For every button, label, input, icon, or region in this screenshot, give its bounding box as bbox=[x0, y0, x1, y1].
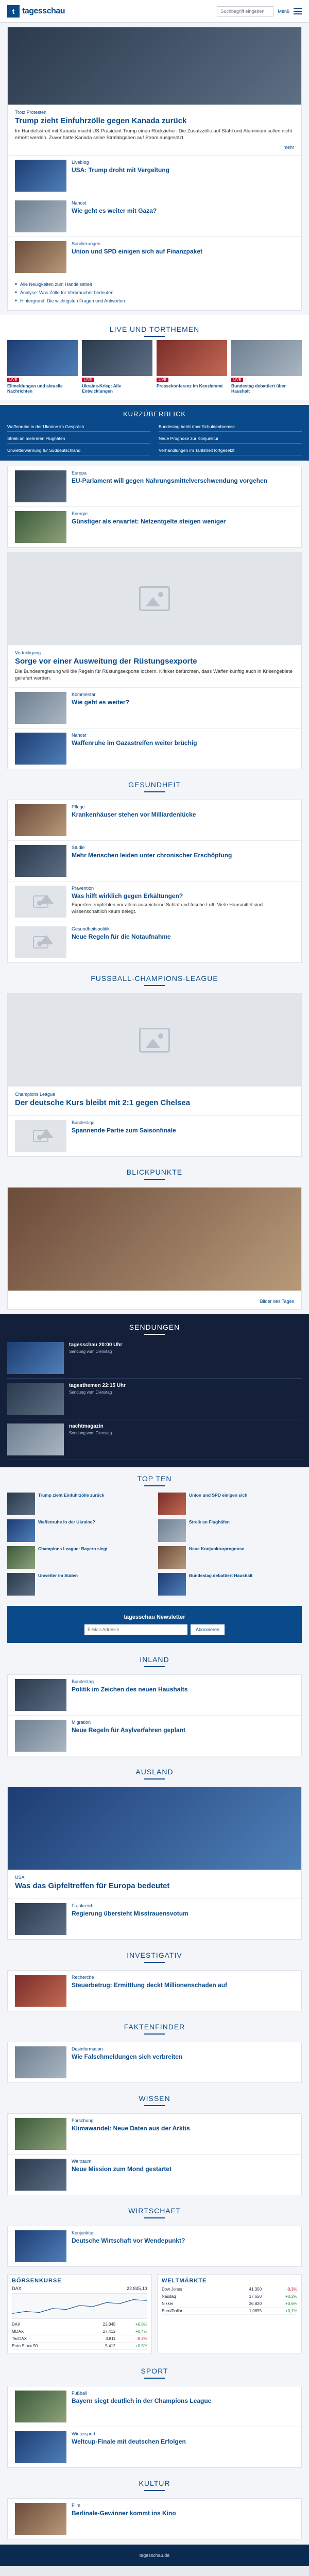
article-image[interactable] bbox=[15, 2503, 66, 2535]
article-dachzeile: Film bbox=[72, 2502, 80, 2508]
topten-title[interactable]: Streik an Flughäfen bbox=[189, 1519, 230, 1524]
list-item[interactable] bbox=[8, 2114, 301, 2154]
article-title[interactable]: EU-Parlament will gegen Nahrungsmittelverschwendung vorgehen bbox=[72, 477, 268, 484]
wissen-section bbox=[7, 2113, 302, 2195]
table-row[interactable] bbox=[12, 2335, 147, 2342]
newsletter-title: tagesschau Newsletter bbox=[124, 1614, 185, 1620]
related-link[interactable]: ■ Analyse: Was Zölle für Verbraucher bedeuten bbox=[15, 289, 294, 297]
article-dachzeile: Bundesliga bbox=[72, 1120, 95, 1125]
article-title[interactable]: Politik im Zeichen des neuen Haushalts bbox=[72, 1685, 188, 1693]
kurzueberblick bbox=[0, 405, 309, 461]
article-dachzeile: Liveblog bbox=[72, 159, 89, 165]
article-dachzeile: Sondierungen bbox=[72, 241, 101, 246]
article-title[interactable]: Klimawandel: Neue Daten aus der Arktis bbox=[72, 2124, 190, 2132]
article-image[interactable] bbox=[15, 692, 66, 724]
row-change: -0,3% bbox=[262, 2286, 297, 2293]
row-value: 3.811 bbox=[81, 2335, 115, 2342]
newsletter-box bbox=[7, 1606, 302, 1643]
sendung-title[interactable]: tagesthemen 22:15 Uhr bbox=[69, 1382, 126, 1388]
image-placeholder-icon bbox=[139, 1028, 170, 1053]
live-image[interactable] bbox=[231, 340, 302, 376]
article-dachzeile: Recherche bbox=[72, 1974, 94, 1980]
topten-image[interactable] bbox=[158, 1519, 186, 1542]
ausland-section bbox=[7, 1787, 302, 1940]
article-image[interactable] bbox=[15, 1975, 66, 2007]
article-large[interactable] bbox=[7, 552, 302, 769]
list-item[interactable] bbox=[8, 1715, 301, 1756]
article-title[interactable]: Der deutsche Kurs bleibt mit 2:1 gegen Chelsea bbox=[15, 1098, 191, 1107]
list-item[interactable] bbox=[8, 2042, 301, 2082]
related-links bbox=[8, 277, 301, 310]
row-name: Nasdaq bbox=[162, 2293, 224, 2300]
article-image[interactable] bbox=[15, 200, 66, 232]
list-item[interactable] bbox=[8, 155, 301, 196]
section-title: SENDUNGEN bbox=[7, 1316, 302, 1338]
topten-item[interactable] bbox=[7, 1546, 151, 1569]
gallery-caption[interactable]: Bilder des Tages bbox=[260, 1298, 294, 1304]
article-teaser: Experten empfehlen vor allem ausreichend Schlaf und frische Luft. Viele Hausmittel sind wissenschaftlich kaum belegt. bbox=[72, 902, 263, 914]
row-value: 36.820 bbox=[224, 2300, 262, 2307]
article-title[interactable]: Günstiger als erwartet: Netzentgelte steigen weniger bbox=[72, 518, 226, 525]
section-title: GESUNDHEIT bbox=[0, 773, 309, 795]
newsletter-email-input[interactable] bbox=[84, 1624, 187, 1635]
sendung-date: Sendung vom Dienstag bbox=[69, 1349, 112, 1354]
live-title[interactable]: Eilmeldungen und aktuelle Nachrichten bbox=[7, 383, 63, 394]
row-name: Euro/Dollar bbox=[162, 2307, 224, 2314]
article-title[interactable]: Weltcup-Finale mit deutschen Erfolgen bbox=[72, 2437, 186, 2445]
section-title: KULTUR bbox=[0, 2472, 309, 2494]
topstory-teaser: Im Handelsstreit mit Kanada macht US-Präsident Trump einen Rückzieher: Die Zusatzzölle auf Stahl und Aluminium sollen nicht erhöht werden. Zuvor hatte Kanada seine Strafabgaben auf Strom ausgesetzt. bbox=[15, 128, 293, 141]
topten-image[interactable] bbox=[7, 1573, 35, 1596]
table-row[interactable] bbox=[12, 2321, 147, 2328]
article-title[interactable]: Neue Regeln für Asylverfahren geplant bbox=[72, 1726, 185, 1734]
topten-item[interactable] bbox=[7, 1493, 151, 1515]
blickpunkte-section[interactable] bbox=[7, 1187, 302, 1310]
article-title[interactable]: Neue Mission zum Mond gestartet bbox=[72, 2165, 172, 2173]
live-badge: LIVE bbox=[157, 378, 168, 382]
sendung-image[interactable] bbox=[7, 1423, 64, 1455]
inland-section bbox=[7, 1674, 302, 1756]
image-placeholder-icon bbox=[33, 895, 48, 908]
kultur-section bbox=[7, 2498, 302, 2539]
article-image[interactable] bbox=[8, 1787, 301, 1870]
article-title[interactable]: Sorge vor einer Ausweitung der Rüstungsexporte bbox=[15, 657, 197, 666]
weltmaerkte-box bbox=[157, 2274, 302, 2353]
list-item[interactable] bbox=[8, 800, 301, 840]
investigativ-section bbox=[7, 1970, 302, 2011]
article-image[interactable] bbox=[15, 1903, 66, 1935]
topten-item[interactable] bbox=[158, 1493, 302, 1515]
article-dachzeile: Verteidigung bbox=[15, 650, 41, 655]
section-title: INLAND bbox=[0, 1648, 309, 1670]
list-item[interactable] bbox=[8, 236, 301, 277]
list-item[interactable] bbox=[8, 728, 301, 769]
index-value: 22.845,13 bbox=[126, 2285, 147, 2291]
wirtschaft-section bbox=[7, 2226, 302, 2267]
article-dachzeile: Prävention bbox=[72, 885, 94, 891]
topten-grid bbox=[0, 1489, 309, 1601]
article-title[interactable]: Union und SPD einigen sich auf Finanzpaket bbox=[72, 247, 203, 255]
sendung-date: Sendung vom Dienstag bbox=[69, 1389, 112, 1395]
article-dachzeile: Kommentar bbox=[72, 691, 96, 697]
logo-mark: t bbox=[7, 5, 20, 18]
sendung-title[interactable]: tagesschau 20:00 Uhr bbox=[69, 1342, 123, 1348]
sendung-item[interactable] bbox=[7, 1379, 302, 1419]
sendung-date: Sendung vom Dienstag bbox=[69, 1430, 112, 1435]
article-dachzeile: Desinformation bbox=[72, 2046, 103, 2052]
topten-title[interactable]: Champions League: Bayern siegt bbox=[38, 1546, 108, 1551]
table-row[interactable] bbox=[162, 2307, 297, 2314]
article-image[interactable] bbox=[15, 2046, 66, 2078]
boersenkurse-box bbox=[7, 2274, 152, 2353]
image-placeholder-icon bbox=[139, 586, 170, 611]
sendung-title[interactable]: nachtmagazin bbox=[69, 1423, 104, 1429]
article-image[interactable] bbox=[15, 804, 66, 836]
article-title[interactable]: Wie geht es weiter mit Gaza? bbox=[72, 207, 157, 214]
section-title: KURZÜBERBLICK bbox=[123, 410, 186, 418]
article-image[interactable] bbox=[15, 2391, 66, 2422]
topten-title[interactable]: Neue Konjunkturprognose bbox=[189, 1546, 245, 1551]
section-title: WELTMÄRKTE bbox=[162, 2277, 207, 2284]
boerse-section bbox=[0, 2271, 309, 2360]
live-image[interactable] bbox=[7, 340, 78, 376]
kurz-item[interactable]: Waffenruhe in der Ukraine im Gespräch bbox=[7, 422, 150, 432]
live-badge: LIVE bbox=[82, 378, 94, 382]
live-tile[interactable] bbox=[231, 340, 302, 394]
article-title[interactable]: Wie Falschmeldungen sich verbreiten bbox=[72, 2053, 183, 2060]
section-title: TOP TEN bbox=[0, 1467, 309, 1489]
list-item[interactable] bbox=[8, 466, 301, 506]
kurz-item[interactable]: Unwetterwarnung für Süddeutschland bbox=[7, 446, 150, 455]
topten-item[interactable] bbox=[158, 1546, 302, 1569]
faktenfinder-section bbox=[7, 2042, 302, 2083]
article-dachzeile: Frankreich bbox=[72, 1903, 94, 1908]
site-header bbox=[0, 0, 309, 23]
live-section bbox=[0, 315, 309, 400]
topten-image[interactable] bbox=[7, 1546, 35, 1569]
row-change: +0,4% bbox=[115, 2328, 147, 2335]
article-dachzeile: Bundestag bbox=[72, 1679, 94, 1684]
section-title: AUSLAND bbox=[0, 1760, 309, 1783]
topstory-image[interactable] bbox=[8, 27, 301, 105]
row-change: +0,8% bbox=[115, 2321, 147, 2328]
article-image[interactable] bbox=[15, 1720, 66, 1752]
topten-item[interactable] bbox=[7, 1519, 151, 1542]
image-placeholder[interactable] bbox=[8, 994, 301, 1087]
live-badge: LIVE bbox=[7, 378, 19, 382]
article-dachzeile: Wintersport bbox=[72, 2431, 96, 2436]
gallery-image[interactable] bbox=[8, 1188, 301, 1291]
section-title: LIVE UND TORTHEMEN bbox=[7, 318, 302, 340]
topten-item[interactable] bbox=[158, 1573, 302, 1596]
logo-text: tagesschau bbox=[22, 6, 65, 15]
article-title[interactable]: Was das Gipfeltreffen für Europa bedeutet bbox=[15, 1881, 170, 1890]
list-item[interactable] bbox=[8, 840, 301, 881]
site-footer bbox=[0, 2545, 309, 2566]
article-dachzeile: Champions League bbox=[15, 1091, 56, 1097]
image-placeholder[interactable] bbox=[8, 552, 301, 645]
related-link[interactable]: ■ Alle Neuigkeiten zum Handelsstreit bbox=[15, 280, 294, 289]
article-dachzeile: Weltraum bbox=[72, 2158, 92, 2164]
topten-title[interactable]: Union und SPD einigen sich bbox=[189, 1492, 248, 1498]
article-dachzeile: Nahost bbox=[72, 732, 87, 738]
table-row[interactable] bbox=[162, 2300, 297, 2307]
article-image[interactable] bbox=[15, 160, 66, 192]
article-image[interactable] bbox=[15, 511, 66, 543]
live-image[interactable] bbox=[157, 340, 227, 376]
list-item[interactable] bbox=[8, 881, 301, 922]
row-value: 17.650 bbox=[224, 2293, 262, 2300]
article-title[interactable]: Neue Regeln für die Notaufnahme bbox=[72, 933, 171, 940]
menu-label[interactable]: Menü bbox=[278, 8, 289, 14]
article-image[interactable] bbox=[15, 2118, 66, 2150]
article-title[interactable]: Spannende Partie zum Saisonfinale bbox=[72, 1126, 176, 1134]
live-title[interactable]: Ukraine-Krieg: Alle Entwicklungen bbox=[82, 383, 122, 394]
article-list bbox=[7, 466, 302, 548]
row-name: DAX bbox=[12, 2321, 81, 2328]
sendung-image[interactable] bbox=[7, 1342, 64, 1374]
article-title[interactable]: Deutsche Wirtschaft vor Wendepunkt? bbox=[72, 2236, 185, 2244]
article-title[interactable]: Waffenruhe im Gazastreifen weiter brüchig bbox=[72, 739, 197, 747]
article-dachzeile: Energie bbox=[72, 511, 88, 516]
row-value: 22.845 bbox=[81, 2321, 115, 2328]
image-placeholder-icon bbox=[33, 936, 48, 948]
live-tile[interactable] bbox=[7, 340, 78, 394]
table-row[interactable] bbox=[12, 2328, 147, 2335]
newsletter-subscribe-button[interactable]: Abonnieren bbox=[191, 1624, 225, 1635]
topstory-dachzeile: Trotz Protesten bbox=[15, 110, 47, 115]
image-placeholder[interactable] bbox=[15, 886, 66, 918]
article-image[interactable] bbox=[15, 845, 66, 877]
article-title[interactable]: Berlinale-Gewinner kommt ins Kino bbox=[72, 2509, 176, 2517]
hamburger-menu-icon[interactable] bbox=[294, 8, 302, 14]
sport-section bbox=[7, 2386, 302, 2468]
article-teaser: Die Bundesregierung will die Regeln für Rüstungsexporte lockern. Kritiker befürchten, dass Waffen künftig auch in Krisengebiete geliefert werden. bbox=[15, 669, 293, 681]
article-dachzeile: Europa bbox=[72, 470, 87, 476]
row-name: Nikkei bbox=[162, 2300, 224, 2307]
sendung-item[interactable] bbox=[7, 1338, 302, 1379]
section-title: BÖRSENKURSE bbox=[12, 2277, 62, 2284]
row-name: Dow Jones bbox=[162, 2286, 224, 2293]
gesundheit-section bbox=[7, 800, 302, 963]
sendung-item[interactable] bbox=[7, 1419, 302, 1460]
list-item[interactable] bbox=[8, 2386, 301, 2427]
article-dachzeile: Fußball bbox=[72, 2390, 88, 2396]
topten-image[interactable] bbox=[7, 1493, 35, 1515]
article-image[interactable] bbox=[15, 470, 66, 502]
topstory-more-link[interactable]: mehr bbox=[283, 144, 294, 150]
list-item[interactable] bbox=[8, 2499, 301, 2539]
kurz-item[interactable]: Streik an mehreren Flughäfen bbox=[7, 434, 150, 444]
article-image[interactable] bbox=[15, 1679, 66, 1711]
section-title: FAKTENFINDER bbox=[0, 2015, 309, 2038]
section-title: BLICKPUNKTE bbox=[0, 1161, 309, 1183]
article-title[interactable]: Bayern siegt deutlich in der Champions League bbox=[72, 2397, 212, 2404]
topten-item[interactable] bbox=[7, 1573, 151, 1596]
topten-title[interactable]: Unwetter im Süden bbox=[38, 1572, 78, 1578]
topten-title[interactable]: Trump zieht Einfuhrzölle zurück bbox=[38, 1492, 105, 1498]
section-title: WISSEN bbox=[0, 2087, 309, 2109]
row-value: 27.412 bbox=[81, 2328, 115, 2335]
article-dachzeile: USA bbox=[15, 1874, 25, 1880]
fussball-section bbox=[7, 993, 302, 1157]
row-change: -0,2% bbox=[115, 2335, 147, 2342]
table-row[interactable] bbox=[162, 2293, 297, 2300]
section-title: FUSSBALL-CHAMPIONS-LEAGUE bbox=[0, 967, 309, 989]
article-image[interactable] bbox=[15, 733, 66, 765]
kurz-item[interactable]: Neue Prognose zur Konjunktur bbox=[159, 434, 302, 444]
list-item[interactable] bbox=[8, 922, 301, 962]
topstory-title[interactable]: Trump zieht Einfuhrzölle gegen Kanada zurück bbox=[15, 116, 187, 125]
row-name: TecDAX bbox=[12, 2335, 81, 2342]
table-row[interactable] bbox=[12, 2342, 147, 2349]
list-item[interactable] bbox=[8, 687, 301, 728]
article-dachzeile: Migration bbox=[72, 1719, 91, 1725]
article-image[interactable] bbox=[15, 241, 66, 273]
related-link[interactable]: ■ Hintergrund: Die wichtigsten Fragen und Antworten bbox=[15, 297, 294, 305]
kurz-item[interactable]: Bundestag berät über Schuldenbremse bbox=[159, 422, 302, 432]
article-dachzeile: Forschung bbox=[72, 2117, 94, 2123]
article-title[interactable]: Mehr Menschen leiden unter chronischer Erschöpfung bbox=[72, 851, 232, 859]
list-item[interactable] bbox=[8, 506, 301, 547]
topten-image[interactable] bbox=[158, 1546, 186, 1569]
article-title[interactable]: Krankenhäuser stehen vor Milliardenlücke bbox=[72, 810, 196, 818]
article-dachzeile: Nahost bbox=[72, 200, 87, 206]
section-title: WIRTSCHAFT bbox=[0, 2199, 309, 2222]
list-item[interactable] bbox=[8, 1675, 301, 1715]
article-title[interactable]: USA: Trump droht mit Vergeltung bbox=[72, 166, 170, 174]
article-image[interactable] bbox=[15, 2431, 66, 2463]
row-value: 41.350 bbox=[224, 2286, 262, 2293]
list-item[interactable] bbox=[8, 1899, 301, 1939]
article-title[interactable]: Was hilft wirklich gegen Erkältungen? bbox=[72, 892, 183, 900]
row-change: +0,2% bbox=[262, 2293, 297, 2300]
row-change: +0,5% bbox=[115, 2342, 147, 2349]
image-placeholder[interactable] bbox=[15, 926, 66, 958]
list-item[interactable] bbox=[8, 2427, 301, 2467]
live-image[interactable] bbox=[82, 340, 152, 376]
image-placeholder[interactable] bbox=[15, 1120, 66, 1152]
table-row[interactable] bbox=[162, 2286, 297, 2293]
list-item[interactable] bbox=[8, 1115, 301, 1156]
article-image[interactable] bbox=[15, 2159, 66, 2191]
section-title: SPORT bbox=[0, 2360, 309, 2382]
article-dachzeile: Gesundheitspolitik bbox=[72, 926, 110, 931]
row-name: MDAX bbox=[12, 2328, 81, 2335]
index-chart bbox=[12, 2293, 147, 2319]
live-title[interactable]: Bundestag debattiert über Haushalt bbox=[231, 383, 286, 394]
list-item[interactable] bbox=[8, 196, 301, 236]
topten-image[interactable] bbox=[158, 1573, 186, 1596]
live-title[interactable]: Pressekonferenz im Kanzleramt bbox=[157, 383, 223, 388]
live-badge: LIVE bbox=[231, 378, 243, 382]
article-title[interactable]: Wie geht es weiter? bbox=[72, 698, 129, 706]
article-image[interactable] bbox=[15, 2230, 66, 2262]
row-change: +0,1% bbox=[262, 2307, 297, 2314]
row-name: Euro Stoxx 50 bbox=[12, 2342, 81, 2349]
topten-title[interactable]: Bundestag debattiert Haushalt bbox=[189, 1572, 253, 1578]
sendungen-section bbox=[0, 1314, 309, 1467]
article-dachzeile: Konjunktur bbox=[72, 2230, 94, 2235]
list-item[interactable] bbox=[8, 2226, 301, 2266]
article-dachzeile: Pflege bbox=[72, 804, 85, 809]
kurz-item[interactable]: Verhandlungen im Tarifstreit fortgesetzt bbox=[159, 446, 302, 455]
image-placeholder-icon bbox=[33, 1130, 48, 1142]
row-value: 1,0895 bbox=[224, 2307, 262, 2314]
list-item[interactable] bbox=[8, 2154, 301, 2195]
topten-item[interactable] bbox=[158, 1519, 302, 1542]
topstory[interactable] bbox=[7, 27, 302, 311]
row-value: 5.412 bbox=[81, 2342, 115, 2349]
index-name: DAX bbox=[12, 2285, 22, 2291]
topten-image[interactable] bbox=[158, 1493, 186, 1515]
topten-image[interactable] bbox=[7, 1519, 35, 1542]
footer-text: tagesschau.de bbox=[139, 2552, 170, 2558]
sendung-image[interactable] bbox=[7, 1383, 64, 1415]
logo[interactable] bbox=[7, 5, 65, 18]
list-item[interactable] bbox=[8, 1971, 301, 2011]
row-change: +0,6% bbox=[262, 2300, 297, 2307]
article-title[interactable]: Steuerbetrug: Ermittlung deckt Millionenschaden auf bbox=[72, 1981, 228, 1989]
article-title[interactable]: Regierung übersteht Misstrauensvotum bbox=[72, 1909, 188, 1917]
topten-title[interactable]: Waffenruhe in der Ukraine? bbox=[38, 1519, 95, 1524]
article-dachzeile: Studie bbox=[72, 844, 85, 850]
live-tile[interactable] bbox=[82, 340, 152, 394]
section-title: INVESTIGATIV bbox=[0, 1944, 309, 1966]
search-input[interactable] bbox=[217, 6, 273, 16]
live-tile[interactable] bbox=[157, 340, 227, 394]
